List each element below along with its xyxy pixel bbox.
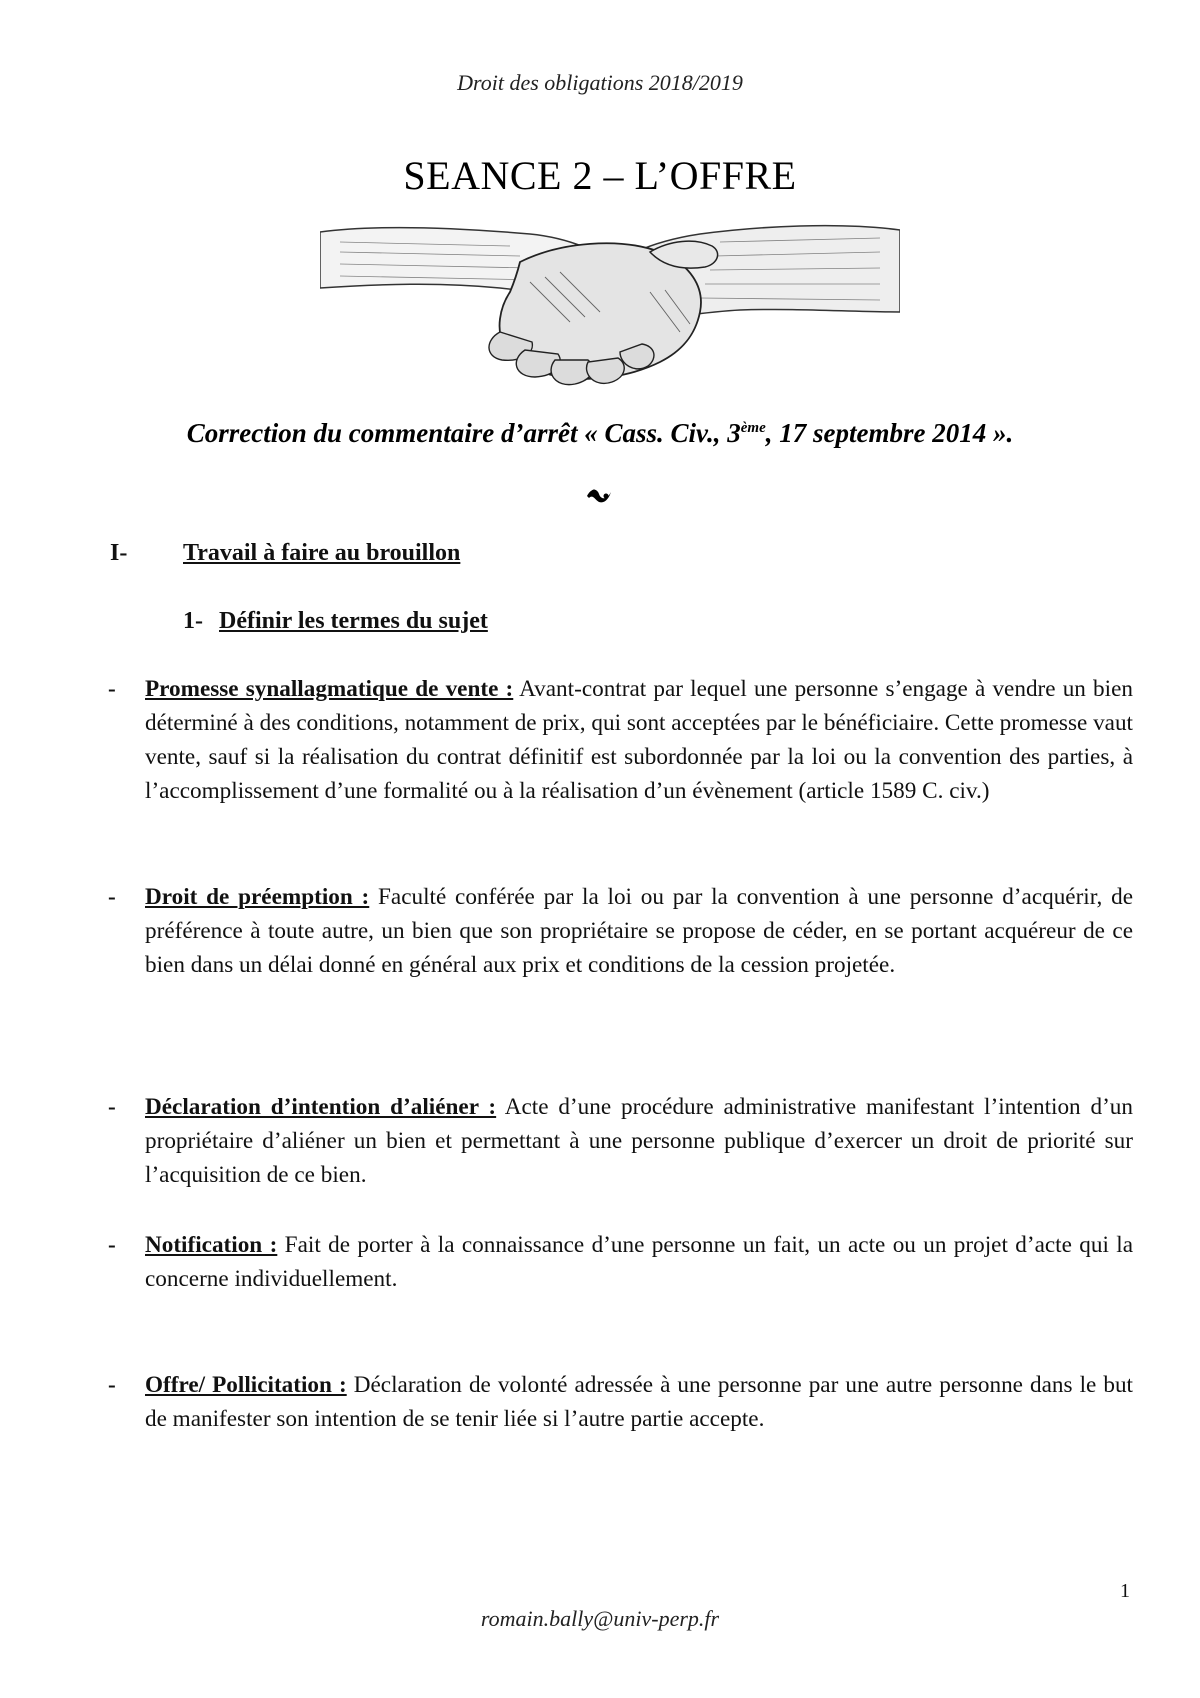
fleuron-ornament-icon	[585, 482, 615, 506]
definition-text: Acte d’une procédure administrative manifestant l’intention d’un propriétaire d’aliéner un bien et permettant à une personne publique d’exercer un droit de priorité sur l’acquisition de ce bien.	[145, 1094, 1133, 1188]
list-dash: -	[108, 1372, 116, 1398]
footer-email: romain.bally@univ-perp.fr	[480, 1606, 720, 1631]
definition-item-offre	[108, 1368, 1133, 1436]
document-subtitle	[0, 418, 1200, 449]
subtitle-superscript: ème	[740, 420, 766, 436]
definition-item-notification	[108, 1228, 1133, 1296]
subsection-title: Définir les termes du sujet	[219, 608, 488, 634]
handshake-illustration-icon	[320, 212, 900, 402]
page-title: SEANCE 2 – L’OFFRE	[403, 153, 797, 198]
list-dash: -	[108, 1232, 116, 1258]
subsection-number: 1-	[183, 608, 203, 634]
definition-item-preemption	[108, 880, 1133, 982]
section-number: I-	[110, 540, 128, 566]
definition-text: Avant-contrat par lequel une personne s’engage à vendre un bien déterminé à des conditions, notamment de prix, qui sont acceptées par le bénéficiaire. Cette promesse vaut vente, sauf si la réalisation du contrat définitif est subordonnée par la loi ou la convention des parties, à l’accomplissement d’une formalité ou à la réalisation d’un évènement (article 1589 C. civ.)	[145, 676, 1133, 804]
definition-item-promesse	[108, 672, 1133, 808]
subtitle-prefix: Correction du commentaire d’arrêt « Cass. Civ., 3	[186, 418, 741, 448]
definition-term: Offre/ Pollicitation :	[145, 1372, 347, 1398]
list-dash: -	[108, 676, 116, 702]
subtitle-suffix: , 17 septembre 2014 ».	[765, 418, 1014, 448]
subsection-heading	[183, 608, 488, 635]
definition-item-declaration	[108, 1090, 1133, 1192]
list-dash: -	[108, 1094, 116, 1120]
definition-text: Déclaration de volonté adressée à une personne par une autre personne dans le but de manifester son intention de se tenir liée si l’autre partie accepte.	[145, 1372, 1133, 1432]
definition-text: Faculté conférée par la loi ou par la convention à une personne d’acquérir, de préférence à toute autre, un bien que son propriétaire se propose de céder, en se portant acquéreur de ce bien dans un délai donné en général aux prix et conditions de la cession projetée.	[145, 884, 1134, 978]
section-heading	[110, 540, 460, 567]
page-number: 1	[1120, 1580, 1130, 1602]
definition-term: Droit de préemption :	[145, 884, 370, 910]
running-header: Droit des obligations 2018/2019	[457, 70, 743, 95]
list-dash: -	[108, 884, 116, 910]
definition-term: Notification :	[145, 1232, 278, 1258]
section-title: Travail à faire au brouillon	[183, 540, 461, 566]
definition-term: Promesse synallagmatique de vente :	[145, 676, 514, 702]
definition-text: Fait de porter à la connaissance d’une personne un fait, un acte ou un projet d’acte qui la concerne individuellement.	[145, 1232, 1134, 1292]
definition-term: Déclaration d’intention d’aliéner :	[145, 1094, 497, 1120]
